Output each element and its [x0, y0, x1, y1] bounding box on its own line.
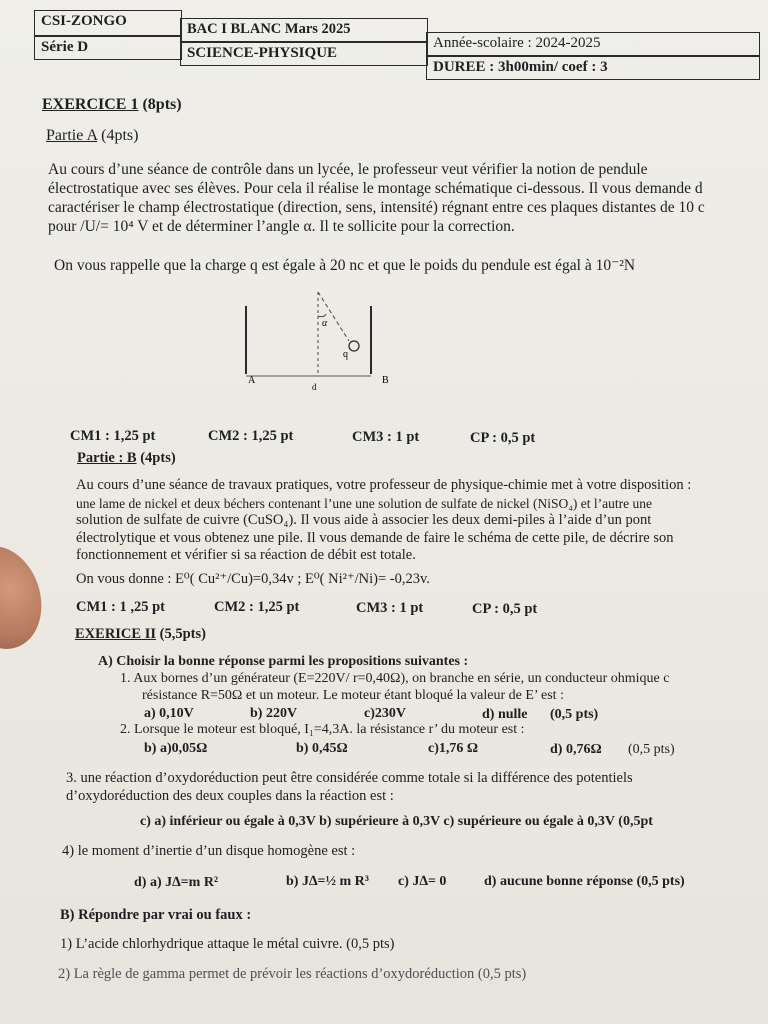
section-b-title: B) Répondre par vrai ou faux : — [60, 907, 252, 923]
question-1-line: 1. Aux bornes d’un générateur (E=220V/ r=0,40Ω), on branche en série, un conducteur ohmique c — [120, 671, 670, 686]
question-1-line: résistance R=50Ω et un moteur. Le moteur étant bloqué la valeur de E’ est : — [142, 688, 564, 703]
school-year: Année-scolaire : 2024-2025 — [433, 35, 601, 51]
part-a-points: (4pts) — [101, 127, 139, 144]
school-cell — [34, 10, 182, 36]
pendulum-diagram — [236, 286, 416, 396]
part-a-text — [48, 160, 705, 236]
question-4-line: 4) le moment d’inertie d’un disque homogène est : — [62, 843, 356, 859]
question-3 — [66, 769, 633, 805]
part-b-line: solution de sulfate de cuivre (CuSO₄). Il vous aide à associer les deux demi-piles à l’aide d’un pont — [76, 512, 652, 528]
school-name: CSI-ZONGO — [41, 13, 127, 29]
true-false-1: 1) L’acide chlorhydrique attaque le métal cuivre. (0,5 pts) — [60, 936, 395, 952]
exercise-2-heading — [75, 626, 206, 643]
q1-points: (0,5 pts) — [550, 707, 599, 722]
exercise-2-title: EXERICE II — [75, 626, 156, 642]
part-b-title: Partie : B — [77, 450, 137, 466]
q4-option-a: d) a) J∆=m R² — [134, 875, 219, 890]
question-1 — [120, 670, 669, 704]
subject: SCIENCE-PHYSIQUE — [187, 45, 338, 61]
distance-label: d — [312, 382, 317, 392]
subject-cell — [180, 42, 428, 66]
part-b-line: électrolytique et vous obtenez une pile. Il vous demande de faire le schéma de cette pile, de décrire son — [76, 529, 674, 546]
header-table — [34, 10, 762, 78]
given-potentials-text: On vous donne : E⁰( Cu²⁺/Cu)=0,34v ; E⁰( Ni²⁺/Ni)= -0,23v. — [76, 571, 430, 587]
question-3-line: 3. une réaction d’oxydoréduction peut être considérée comme totale si la différence des potentiels — [66, 770, 633, 786]
section-a-title: A) Choisir la bonne réponse parmi les propositions suivantes : — [98, 654, 469, 669]
part-a-grading-cm1: CM1 : 1,25 pt — [70, 428, 156, 444]
q1-option-b: b) 220V — [250, 706, 298, 721]
q1-option-c: c)230V — [364, 706, 406, 721]
q1-option-d: d) nulle — [482, 707, 528, 722]
alpha-label: α — [322, 318, 328, 329]
part-b-grading-cm1: CM1 : 1 ,25 pt — [76, 599, 166, 615]
plate-a-label: A — [248, 375, 256, 386]
year-cell — [426, 32, 760, 56]
pendulum-ball — [349, 341, 359, 351]
charge-label: q — [343, 349, 348, 360]
exercise-2-points: (5,5pts) — [159, 626, 206, 642]
part-b-grading-cm3: CM3 : 1 pt — [356, 600, 424, 616]
part-b-line: Au cours d’une séance de travaux pratiques, votre professeur de physique-chimie met à votre disposition : — [76, 477, 692, 493]
part-a-line: caractériser le champ électrostatique (direction, sens, intensité) régnant entre ces plaques distantes de 10 c — [48, 199, 705, 216]
charge-reminder: On vous rappelle que la charge q est égale à 20 nc et que le poids du pendule est égal à 10⁻²N — [54, 257, 636, 274]
angle-arc — [318, 314, 326, 317]
q2-option-d: d) 0,76Ω — [550, 742, 602, 757]
q2-option-c: c)1,76 Ω — [428, 741, 479, 756]
true-false-2: 2) La règle de gamma permet de prévoir les réactions d’oxydoréduction (0,5 pts) — [58, 966, 527, 982]
part-b-text — [76, 477, 691, 565]
duration-cell — [426, 56, 760, 80]
series: Série D — [41, 39, 89, 55]
part-a-grading-cm3: CM3 : 1 pt — [352, 429, 420, 445]
part-b-heading — [77, 450, 176, 467]
exam-title: BAC I BLANC Mars 2025 — [187, 21, 351, 37]
part-b-grading-cp: CP : 0,5 pt — [472, 601, 538, 617]
question-2-line: 2. Lorsque le moteur est bloqué, I₁=4,3A. la résistance r’ du moteur est : — [120, 722, 525, 737]
part-a-grading-cm2: CM2 : 1,25 pt — [208, 428, 294, 444]
part-a-heading — [46, 127, 138, 145]
given-potentials — [76, 571, 430, 588]
q4-option-c: c) J∆= 0 — [398, 874, 447, 889]
q1-option-a: a) 0,10V — [144, 706, 194, 721]
plate-b-label: B — [382, 375, 389, 386]
exercise-1-points: (8pts) — [142, 96, 182, 113]
part-b-line: fonctionnement et vérifier si sa réaction de débit est totale. — [76, 547, 416, 563]
exercise-1-title: EXERCICE 1 — [42, 96, 139, 113]
q2-points: (0,5 pts) — [628, 742, 675, 757]
series-cell — [34, 36, 182, 60]
exam-cell — [180, 18, 428, 42]
part-a-line: Au cours d’une séance de contrôle dans un lycée, le professeur veut vérifier la notion de pendule — [48, 161, 648, 178]
q2-option-b: b) 0,45Ω — [296, 741, 348, 756]
duration: DUREE : 3h00min/ coef : 3 — [433, 59, 608, 75]
part-a-title: Partie A — [46, 127, 98, 144]
q4-option-b: b) J∆=½ m R³ — [286, 874, 369, 889]
q3-options: c) a) inférieur ou égale à 0,3V b) supérieure à 0,3V c) supérieure ou égale à 0,3V (0,5pt — [140, 814, 653, 829]
q4-option-d: d) aucune bonne réponse (0,5 pts) — [484, 874, 685, 889]
q2-option-a: b) a)0,05Ω — [144, 741, 208, 756]
part-a-line: électrostatique avec ses élèves. Pour cela il réalise le montage schématique ci-dessous. Il vous demande d — [48, 180, 703, 197]
question-3-line: d’oxydoréduction des deux couples dans la réaction est : — [66, 788, 394, 804]
part-b-grading-cm2: CM2 : 1,25 pt — [214, 599, 300, 615]
exercise-1-heading — [42, 96, 182, 114]
part-b-line: une lame de nickel et deux béchers contenant l’une une solution de sulfate de nickel (NiSO₄) et l’autre une — [76, 495, 652, 511]
part-a-line: pour /U/= 10⁴ V et de déterminer l’angle α. Il te sollicite pour la correction. — [48, 218, 515, 235]
part-a-grading-cp: CP : 0,5 pt — [470, 430, 536, 446]
part-b-points: (4pts) — [140, 450, 176, 466]
